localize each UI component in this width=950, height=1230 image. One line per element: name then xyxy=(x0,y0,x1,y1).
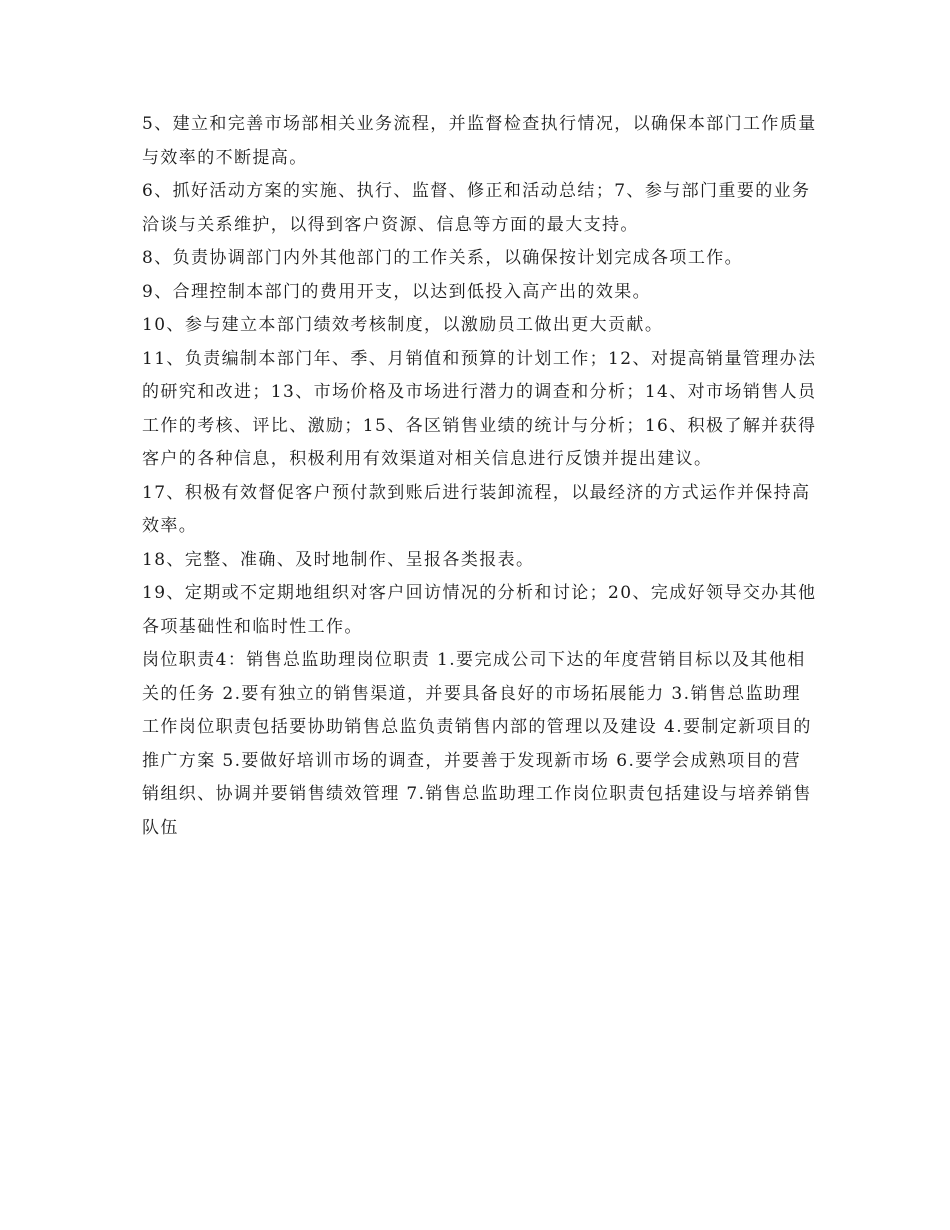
paragraph-17: 17、积极有效督促客户预付款到账后进行装卸流程，以最经济的方式运作并保持高效率。 xyxy=(142,482,811,536)
paragraph-8: 8、负责协调部门内外其他部门的工作关系，以确保按计划完成各项工作。 xyxy=(142,248,744,268)
paragraph-19-20: 19、定期或不定期地组织对客户回访情况的分析和讨论；20、完成好领导交办其他各项基础性和临时性工作。 xyxy=(142,583,817,637)
paragraph-9: 9、合理控制本部门的费用开支，以达到低投入高产出的效果。 xyxy=(142,281,652,302)
paragraph-10: 10、参与建立本部门绩效考核制度，以激励员工做出更大贡献。 xyxy=(142,315,664,335)
paragraph-5: 5、建立和完善市场部相关业务流程，并监督检查执行情况，以确保本部门工作质量与效率的不断提高。 xyxy=(142,114,817,168)
document-body xyxy=(142,108,818,845)
paragraph-6-7: 6、抓好活动方案的实施、执行、监督、修正和活动总结；7、参与部门重要的业务洽谈与关系维护，以得到客户资源、信息等方面的最大支持。 xyxy=(142,181,811,235)
paragraph-job-duties-4: 岗位职责4：销售总监助理岗位职责 1.要完成公司下达的年度营销目标以及其他相关的任务 2.要有独立的销售渠道，并要具备良好的市场拓展能力 3.销售总监助理工作岗位职责包括要协助销售总监负责销售内部的管理以及建设 4.要制定新项目的推广方案 5.要做好培训市场的调查，并要善于发现新市场 6.要学会成熟项目的营销组织、协调并要销售绩效管理 7.销售总监助理工作岗位职责包括建设与培养销售队伍 xyxy=(142,650,812,838)
paragraph-11-16: 11、负责编制本部门年、季、月销值和预算的计划工作；12、对提高销量管理办法的研究和改进；13、市场价格及市场进行潜力的调查和分析；14、对市场销售人员工作的考核、评比、激励；15、各区销售业绩的统计与分析；16、积极了解并获得客户的各种信息，积极利用有效渠道对相关信息进行反馈并提出建议。 xyxy=(142,348,817,469)
paragraph-18: 18、完整、准确、及时地制作、呈报各类报表。 xyxy=(142,549,535,570)
